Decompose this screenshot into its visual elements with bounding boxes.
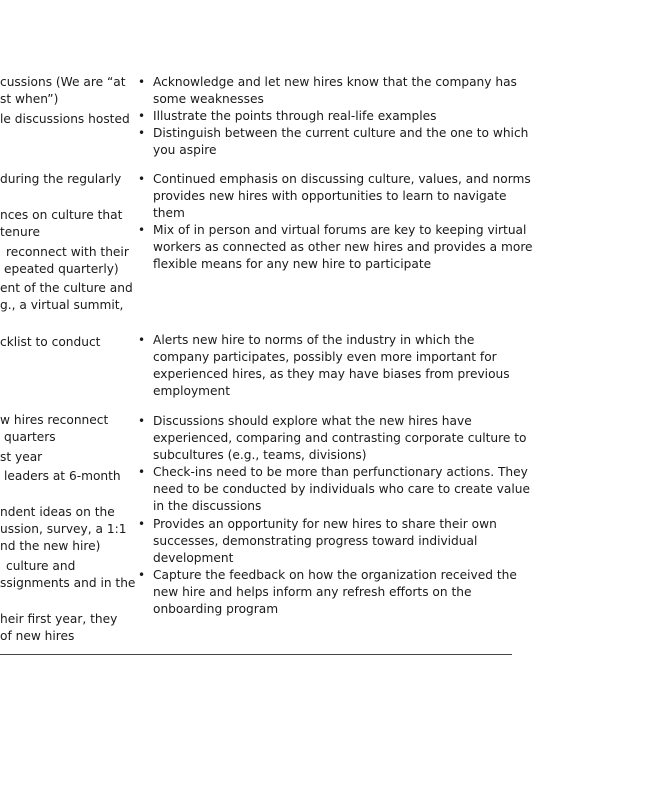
left-text-line: nd the new hire) — [0, 539, 101, 553]
bullet-icon: • — [138, 126, 146, 140]
left-text-line: ussion, survey, a 1:1 — [0, 522, 127, 536]
bullet-icon: • — [138, 333, 146, 347]
bullet-text-line: Acknowledge and let new hires know that the company has — [153, 75, 517, 89]
left-text-line: quarters — [4, 430, 56, 444]
left-text-line: ndent ideas on the — [0, 505, 115, 519]
bullet-text-line: company participates, possibly even more important for — [153, 350, 497, 364]
bullet-icon: • — [138, 223, 146, 237]
bullet-text-line: experienced hires, as they may have biases from previous — [153, 367, 510, 381]
left-text-line: nces on culture that — [0, 208, 123, 222]
bullet-text-line: employment — [153, 384, 231, 398]
bullet-text-line: some weaknesses — [153, 92, 264, 106]
bullet-icon: • — [138, 172, 146, 186]
bullet-text-line: you aspire — [153, 143, 217, 157]
bullet-text-line: development — [153, 551, 234, 565]
bullet-text-line: subcultures (e.g., teams, divisions) — [153, 448, 367, 462]
left-text-line: leaders at 6-month — [4, 469, 121, 483]
left-text-line: cussions (We are “at — [0, 75, 126, 89]
bullet-text-line: new hire and helps inform any refresh efforts on the — [153, 585, 472, 599]
bullet-text-line: provides new hires with opportunities to learn to navigate — [153, 189, 507, 203]
left-text-line: g., a virtual summit, — [0, 298, 124, 312]
bullet-text-line: Provides an opportunity for new hires to share their own — [153, 517, 497, 531]
left-text-line: during the regularly — [0, 172, 122, 186]
left-text-line: culture and — [6, 559, 76, 573]
bullet-text-line: Mix of in person and virtual forums are key to keeping virtual — [153, 223, 527, 237]
bullet-text-line: experienced, comparing and contrasting corporate culture to — [153, 431, 527, 445]
left-text-line: tenure — [0, 225, 40, 239]
bullet-text-line: Illustrate the points through real-life examples — [153, 109, 437, 123]
bullet-text-line: successes, demonstrating progress toward individual — [153, 534, 478, 548]
left-text-line: w hires reconnect — [0, 413, 109, 427]
bullet-icon: • — [138, 414, 146, 428]
bullet-icon: • — [138, 465, 146, 479]
bullet-text-line: Alerts new hire to norms of the industry in which the — [153, 333, 475, 347]
table-bottom-rule — [0, 654, 512, 655]
left-text-line: st year — [0, 450, 43, 464]
bullet-text-line: Check-ins need to be more than perfunctionary actions. They — [153, 465, 528, 479]
left-text-line: cklist to conduct — [0, 335, 101, 349]
left-text-line: ssignments and in the — [0, 576, 136, 590]
bullet-text-line: workers as connected as other new hires and provides a more — [153, 240, 533, 254]
bullet-icon: • — [138, 75, 146, 89]
bullet-text-line: Distinguish between the current culture and the one to which — [153, 126, 529, 140]
bullet-icon: • — [138, 517, 146, 531]
left-text-line: ent of the culture and — [0, 281, 133, 295]
bullet-text-line: in the discussions — [153, 499, 262, 513]
left-text-line: le discussions hosted — [0, 112, 130, 126]
bullet-icon: • — [138, 109, 146, 123]
left-text-line: st when”) — [0, 92, 59, 106]
bullet-text-line: them — [153, 206, 185, 220]
bullet-text-line: Discussions should explore what the new hires have — [153, 414, 472, 428]
bullet-icon: • — [138, 568, 146, 582]
bullet-text-line: onboarding program — [153, 602, 279, 616]
bullet-text-line: need to be conducted by individuals who care to create value — [153, 482, 530, 496]
left-text-line: epeated quarterly) — [4, 262, 119, 276]
left-text-line: reconnect with their — [6, 245, 129, 259]
left-text-line: heir first year, they — [0, 612, 118, 626]
bullet-text-line: Capture the feedback on how the organization received the — [153, 568, 517, 582]
bullet-text-line: flexible means for any new hire to participate — [153, 257, 432, 271]
bullet-text-line: Continued emphasis on discussing culture, values, and norms — [153, 172, 531, 186]
left-text-line: of new hires — [0, 629, 75, 643]
